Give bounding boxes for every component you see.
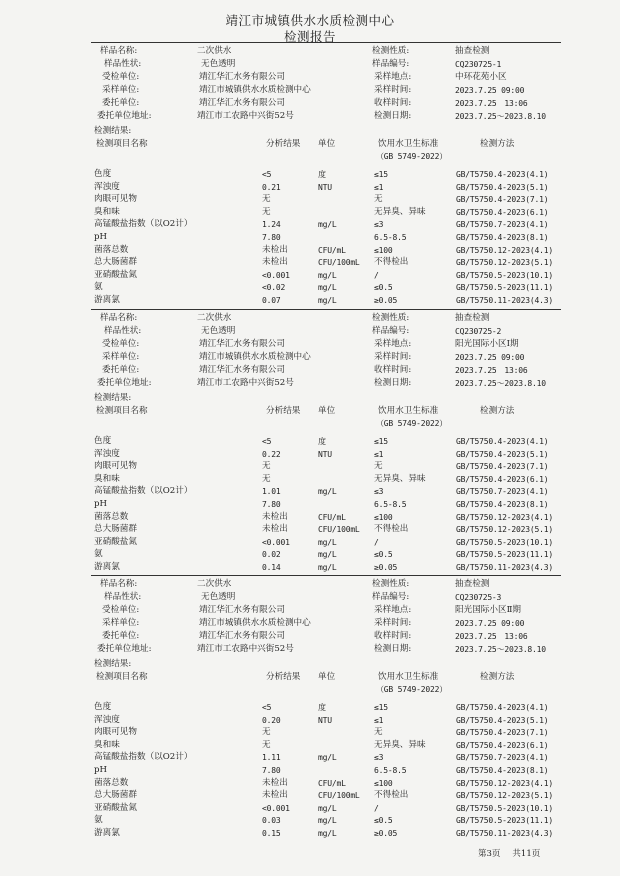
section-divider [91,309,561,310]
row-unit: 度 [318,437,326,446]
row-standard: 6.5-8.5 [374,500,407,509]
row-result: 未检出 [262,524,288,535]
row-item: 游离氯 [94,828,120,838]
field-label-test-date: 检测日期: [374,111,412,121]
row-method: GB/T5750.12-2023(5.1) [456,791,553,801]
row-method: GB/T5750.4-2023(7.1) [456,195,549,205]
row-result: 0.14 [262,563,281,572]
field-label-sampling-time: 采样时间: [374,618,412,628]
row-method: GB/T5750.7-2023(4.1) [456,487,549,497]
row-unit: mg/L [318,829,337,838]
row-method: GB/T5750.11-2023(4.3) [456,829,553,838]
row-unit: 度 [318,170,326,179]
field-value-sampling-unit: 靖江市城镇供水水质检测中心 [199,618,311,628]
row-item: pH [94,232,107,242]
header-item: 检测项目名称 [96,406,148,416]
field-value-client: 靖江华汇水务有限公司 [199,98,285,108]
row-unit: mg/L [318,283,337,293]
field-value-sample-nature: 无色透明 [201,326,236,336]
row-result: <0.001 [262,803,290,813]
row-method: GB/T5750.4-2023(5.1) [456,715,549,725]
row-standard: 无 [374,194,383,205]
row-standard: 不得检出 [374,790,409,801]
field-value-sample-nature: 无色透明 [201,59,236,69]
row-unit: mg/L [318,220,337,230]
field-label-sampling-site: 采样地点: [374,72,412,82]
header-unit: 单位 [318,406,336,416]
row-result: 1.11 [262,753,281,763]
header-standard: 饮用水卫生标准 [378,672,439,682]
row-standard: ≤15 [374,437,388,446]
field-value-sampling-site: 阳光国际小区Ⅱ期 [455,605,521,615]
header-result: 分析结果 [266,672,301,682]
field-value-sampling-site: 阳光国际小区Ⅰ期 [455,339,519,349]
row-unit: mg/L [318,537,337,547]
row-method: GB/T5750.4-2023(7.1) [456,462,549,472]
row-standard: ≤100 [374,245,393,255]
row-item: pH [94,499,107,509]
row-item: 总大肠菌群 [94,524,137,535]
row-result: 无 [262,461,271,472]
row-item: 菌落总数 [94,777,129,788]
row-item: pH [94,765,107,775]
row-item: 色度 [94,436,112,446]
row-unit: mg/L [318,563,337,572]
row-item: 亚硝酸盐氮 [94,269,137,280]
row-standard: ≤15 [374,170,388,179]
row-standard: 无 [374,461,383,472]
header-standard: 饮用水卫生标准 [378,406,439,416]
row-standard: ≤100 [374,778,393,788]
row-result: <0.02 [262,283,286,293]
field-label-client: 委托单位: [102,365,140,375]
row-item: 氨 [94,815,103,826]
row-method: GB/T5750.7-2023(4.1) [456,753,549,763]
field-value-test-date: 2023.7.25～2023.8.10 [455,379,546,388]
row-standard: 无异臭、异味 [374,473,426,484]
field-label-client: 委托单位: [102,98,140,108]
field-label-receipt-time: 收样时间: [374,365,412,375]
row-method: GB/T5750.5-2023(11.1) [456,283,553,293]
field-value-sampling-time: 2023.7.25 09:00 [455,86,525,95]
field-label-sample-nature: 样品性状: [104,326,142,336]
row-method: GB/T5750.12-2023(4.1) [456,778,553,788]
results-heading: 检测结果: [94,126,132,136]
row-method: GB/T5750.4-2023(6.1) [456,207,549,217]
field-label-sample-no: 样品编号: [372,326,410,336]
row-method: GB/T5750.4-2023(5.1) [456,182,549,192]
row-result: 未检出 [262,257,288,268]
field-label-sample-no: 样品编号: [372,592,410,602]
row-unit: CFU/mL [318,778,346,788]
row-result: 0.02 [262,550,281,560]
row-standard: / [374,270,379,280]
header-method: 检测方法 [480,672,515,682]
row-item: 臭和味 [94,206,120,217]
header-unit: 单位 [318,672,336,682]
row-result: <0.001 [262,270,290,280]
field-label-sample-nature: 样品性状: [104,592,142,602]
row-result: 未检出 [262,511,288,522]
row-item: 浑浊度 [94,714,120,725]
row-item: 菌落总数 [94,244,129,255]
field-value-inspected-unit: 靖江华汇水务有限公司 [199,605,285,615]
field-value-receipt-time: 2023.7.25 13:06 [455,632,528,641]
row-standard: ≤15 [374,703,388,712]
row-item: 游离氯 [94,295,120,305]
field-label-client-address: 委托单位地址: [97,111,152,121]
row-unit: mg/L [318,296,337,305]
row-item: 氨 [94,549,103,560]
page-number: 第3页 [478,849,501,859]
row-item: 菌落总数 [94,511,129,522]
row-standard: ≤1 [374,182,384,192]
row-item: 亚硝酸盐氮 [94,536,137,547]
row-result: 无 [262,194,271,205]
header-result: 分析结果 [266,406,301,416]
field-label-sample-name: 样品名称: [100,313,138,323]
field-value-test-date: 2023.7.25～2023.8.10 [455,112,546,121]
field-label-test-nature: 检测性质: [372,313,410,323]
row-standard: ≤3 [374,220,384,230]
row-result: 0.21 [262,182,281,192]
row-result: 未检出 [262,777,288,788]
row-item: 总大肠菌群 [94,790,137,801]
field-label-inspected-unit: 受检单位: [102,339,140,349]
row-standard: ≤1 [374,449,384,459]
row-standard: 不得检出 [374,524,409,535]
row-standard: ≤0.5 [374,283,393,293]
row-standard: ≤3 [374,487,384,497]
row-standard: / [374,537,379,547]
field-value-sample-name: 二次供水 [197,313,232,323]
row-method: GB/T5750.5-2023(10.1) [456,537,553,547]
row-item: 高锰酸盐指数（以O2计） [94,752,193,763]
row-unit: 度 [318,703,326,712]
field-value-test-nature: 抽查检测 [455,46,490,56]
row-standard: ≤0.5 [374,816,393,826]
row-method: GB/T5750.5-2023(10.1) [456,270,553,280]
field-label-sample-name: 样品名称: [100,46,138,56]
org-title: 靖江市城镇供水水质检测中心 [225,13,395,28]
row-result: <5 [262,170,272,179]
field-label-sampling-unit: 采样单位: [102,85,140,95]
row-unit: mg/L [318,487,337,497]
row-standard: ≤0.5 [374,550,393,560]
row-method: GB/T5750.12-2023(5.1) [456,258,553,268]
field-value-sampling-site: 中环花苑小区 [455,72,507,82]
field-label-client-address: 委托单位地址: [97,644,152,654]
row-standard: ≥0.05 [374,563,398,572]
row-item: 臭和味 [94,739,120,750]
row-result: 未检出 [262,244,288,255]
row-item: 高锰酸盐指数（以O2计） [94,486,193,497]
field-value-sampling-unit: 靖江市城镇供水水质检测中心 [199,352,311,362]
field-label-client: 委托单位: [102,631,140,641]
row-unit: CFU/mL [318,245,346,255]
row-result: 7.80 [262,766,281,775]
row-result: 7.80 [262,500,281,509]
field-value-inspected-unit: 靖江华汇水务有限公司 [199,72,285,82]
row-method: GB/T5750.4-2023(7.1) [456,728,549,738]
row-method: GB/T5750.4-2023(4.1) [456,437,549,446]
row-unit: mg/L [318,550,337,560]
field-value-sample-no: CQ230725-2 [455,327,502,336]
field-label-inspected-unit: 受检单位: [102,72,140,82]
row-unit: mg/L [318,816,337,826]
row-method: GB/T5750.4-2023(6.1) [456,740,549,750]
row-standard: 无 [374,727,383,738]
field-value-client-address: 靖江市工农路中兴街52号 [197,644,294,654]
field-label-sampling-unit: 采样单位: [102,618,140,628]
field-value-test-date: 2023.7.25～2023.8.10 [455,645,546,654]
field-value-inspected-unit: 靖江华汇水务有限公司 [199,339,285,349]
row-standard: 6.5-8.5 [374,766,407,775]
row-standard: ≤100 [374,512,393,522]
row-result: 1.01 [262,487,281,497]
row-standard: 6.5-8.5 [374,233,407,242]
row-method: GB/T5750.12-2023(4.1) [456,245,553,255]
row-result: 0.20 [262,715,281,725]
field-value-sample-nature: 无色透明 [201,592,236,602]
row-item: 臭和味 [94,473,120,484]
field-label-test-date: 检测日期: [374,644,412,654]
row-item: 亚硝酸盐氮 [94,802,137,813]
row-method: GB/T5750.5-2023(11.1) [456,816,553,826]
row-result: 无 [262,727,271,738]
row-method: GB/T5750.4-2023(6.1) [456,474,549,484]
row-method: GB/T5750.4-2023(5.1) [456,449,549,459]
row-unit: CFU/100mL [318,525,360,535]
row-standard: ≥0.05 [374,829,398,838]
field-label-sampling-unit: 采样单位: [102,352,140,362]
header-unit: 单位 [318,139,336,149]
row-item: 浑浊度 [94,448,120,459]
header-result: 分析结果 [266,139,301,149]
row-result: 无 [262,206,271,217]
row-method: GB/T5750.11-2023(4.3) [456,563,553,572]
row-standard: ≤1 [374,715,384,725]
header-method: 检测方法 [480,406,515,416]
section-divider [91,575,561,576]
row-result: 1.24 [262,220,281,230]
row-result: 0.03 [262,816,281,826]
field-label-sampling-time: 采样时间: [374,352,412,362]
field-value-client-address: 靖江市工农路中兴街52号 [197,378,294,388]
header-standard-code: （GB 5749-2022） [376,685,447,694]
header-standard-code: （GB 5749-2022） [376,152,447,161]
row-method: GB/T5750.5-2023(11.1) [456,550,553,560]
field-label-client-address: 委托单位地址: [97,378,152,388]
row-unit: NTU [318,182,332,192]
row-method: GB/T5750.7-2023(4.1) [456,220,549,230]
header-item: 检测项目名称 [96,139,148,149]
field-value-client: 靖江华汇水务有限公司 [199,365,285,375]
field-label-receipt-time: 收样时间: [374,631,412,641]
row-result: 7.80 [262,233,281,242]
row-unit: NTU [318,449,332,459]
row-item: 游离氯 [94,562,120,572]
row-result: 0.07 [262,296,281,305]
report-title: 检测报告 [283,29,336,44]
row-result: 0.15 [262,829,281,838]
field-value-receipt-time: 2023.7.25 13:06 [455,99,528,108]
field-label-sampling-time: 采样时间: [374,85,412,95]
field-value-sample-name: 二次供水 [197,579,232,589]
field-label-sample-nature: 样品性状: [104,59,142,69]
header-item: 检测项目名称 [96,672,148,682]
row-item: 肉眼可见物 [94,727,137,738]
field-label-receipt-time: 收样时间: [374,98,412,108]
row-unit: mg/L [318,270,337,280]
row-unit: CFU/100mL [318,258,360,268]
row-result: <5 [262,703,272,712]
row-item: 色度 [94,702,112,712]
field-label-sampling-site: 采样地点: [374,339,412,349]
field-value-test-nature: 抽查检测 [455,579,490,589]
row-item: 肉眼可见物 [94,194,137,205]
row-method: GB/T5750.4-2023(4.1) [456,170,549,179]
header-method: 检测方法 [480,139,515,149]
row-result: 无 [262,739,271,750]
row-method: GB/T5750.11-2023(4.3) [456,296,553,305]
field-label-test-date: 检测日期: [374,378,412,388]
row-item: 总大肠菌群 [94,257,137,268]
row-unit: CFU/100mL [318,791,360,801]
row-item: 浑浊度 [94,181,120,192]
field-value-client: 靖江华汇水务有限公司 [199,631,285,641]
row-unit: CFU/mL [318,512,346,522]
row-method: GB/T5750.4-2023(8.1) [456,766,549,775]
field-value-sampling-unit: 靖江市城镇供水水质检测中心 [199,85,311,95]
row-result: <5 [262,437,272,446]
row-item: 氨 [94,282,103,293]
field-value-sample-no: CQ230725-1 [455,60,502,69]
field-value-sampling-time: 2023.7.25 09:00 [455,353,525,362]
row-method: GB/T5750.4-2023(8.1) [456,233,549,242]
results-heading: 检测结果: [94,393,132,403]
row-result: 0.22 [262,449,281,459]
results-heading: 检测结果: [94,659,132,669]
page-total: 共11页 [512,849,541,859]
field-label-sample-name: 样品名称: [100,579,138,589]
field-label-test-nature: 检测性质: [372,579,410,589]
row-standard: / [374,803,379,813]
row-method: GB/T5750.5-2023(10.1) [456,803,553,813]
row-result: 未检出 [262,790,288,801]
header-rule [91,42,561,43]
row-result: <0.001 [262,537,290,547]
field-label-sample-no: 样品编号: [372,59,410,69]
row-method: GB/T5750.12-2023(4.1) [456,512,553,522]
field-value-sampling-time: 2023.7.25 09:00 [455,619,525,628]
row-standard: 无异臭、异味 [374,206,426,217]
row-standard: ≥0.05 [374,296,398,305]
field-label-sampling-site: 采样地点: [374,605,412,615]
row-method: GB/T5750.12-2023(5.1) [456,525,553,535]
header-standard-code: （GB 5749-2022） [376,419,447,428]
row-result: 无 [262,473,271,484]
field-label-test-nature: 检测性质: [372,46,410,56]
row-item: 高锰酸盐指数（以O2计） [94,219,193,230]
row-unit: mg/L [318,753,337,763]
row-standard: 无异臭、异味 [374,739,426,750]
field-value-client-address: 靖江市工农路中兴街52号 [197,111,294,121]
field-label-inspected-unit: 受检单位: [102,605,140,615]
row-item: 肉眼可见物 [94,461,137,472]
row-item: 色度 [94,169,112,179]
row-method: GB/T5750.4-2023(8.1) [456,500,549,509]
field-value-test-nature: 抽查检测 [455,313,490,323]
field-value-sample-name: 二次供水 [197,46,232,56]
field-value-receipt-time: 2023.7.25 13:06 [455,366,528,375]
row-unit: NTU [318,715,332,725]
row-unit: mg/L [318,803,337,813]
row-standard: 不得检出 [374,257,409,268]
row-method: GB/T5750.4-2023(4.1) [456,703,549,712]
field-value-sample-no: CQ230725-3 [455,593,502,602]
header-standard: 饮用水卫生标准 [378,139,439,149]
page-footer [478,847,552,859]
row-standard: ≤3 [374,753,384,763]
